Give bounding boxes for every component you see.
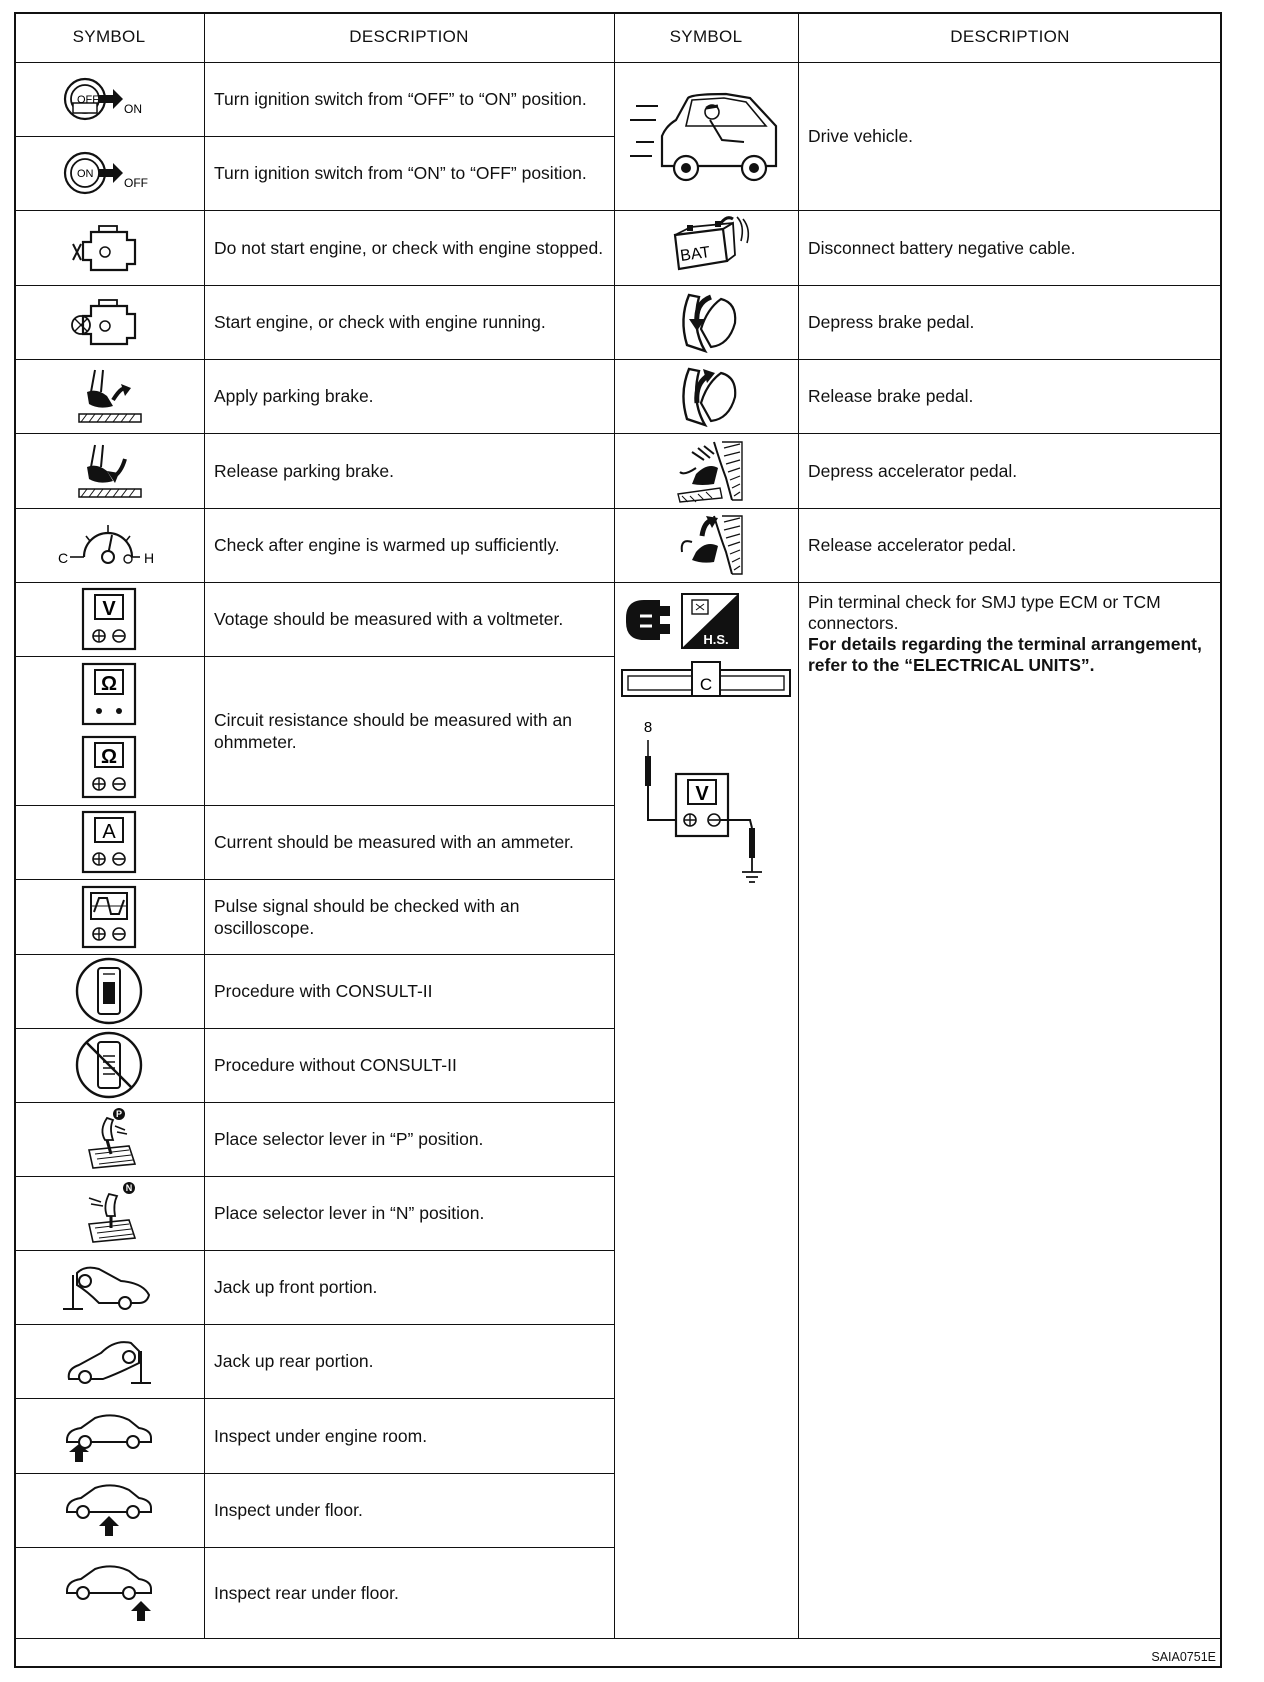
row-divider bbox=[614, 582, 1222, 583]
depress-accelerator-icon bbox=[614, 433, 798, 508]
description-cell: Procedure with CONSULT-II bbox=[214, 981, 433, 1001]
description-cell: Check after engine is warmed up sufficiently. bbox=[214, 535, 560, 555]
temperature-gauge-icon bbox=[14, 508, 204, 582]
description-cell: Inspect rear under floor. bbox=[214, 1582, 399, 1603]
header-symbol-right: SYMBOL bbox=[669, 27, 743, 46]
drive-vehicle-icon bbox=[614, 62, 798, 210]
description-cell: Release parking brake. bbox=[214, 460, 394, 481]
release-brake-pedal-icon bbox=[614, 359, 798, 433]
jack-up-front-icon bbox=[14, 1250, 204, 1324]
description-cell: Procedure without CONSULT-II bbox=[214, 1055, 457, 1075]
description-cell: Place selector lever in “N” position. bbox=[214, 1203, 485, 1223]
svg-text:A: A bbox=[102, 821, 116, 843]
pin-terminal-check-icon bbox=[614, 588, 798, 908]
engine-running-icon bbox=[14, 285, 204, 359]
svg-text:OFF: OFF bbox=[124, 176, 148, 190]
svg-text:ON: ON bbox=[124, 102, 142, 116]
description-cell: Inspect under floor. bbox=[214, 1500, 363, 1520]
jack-up-rear-icon bbox=[14, 1324, 204, 1398]
description-cell: Votage should be measured with a voltmeter. bbox=[214, 609, 564, 629]
pin-check-note: For details regarding the terminal arrangement, refer to the “ELECTRICAL UNITS”. bbox=[808, 634, 1202, 675]
ammeter-icon bbox=[14, 805, 204, 879]
svg-text:V: V bbox=[695, 783, 709, 805]
release-parking-brake-icon bbox=[14, 433, 204, 508]
description-cell bbox=[798, 588, 1222, 708]
description-cell: Drive vehicle. bbox=[808, 126, 914, 146]
description-cell: Do not start engine, or check with engine stopped. bbox=[214, 237, 604, 258]
svg-text:C: C bbox=[699, 675, 713, 694]
description-cell: Jack up front portion. bbox=[214, 1277, 378, 1297]
header-symbol-left: SYMBOL bbox=[72, 27, 146, 46]
inspect-under-floor-icon bbox=[14, 1473, 204, 1547]
header-description-right: DESCRIPTION bbox=[950, 27, 1070, 46]
description-cell: Depress brake pedal. bbox=[808, 312, 975, 332]
apply-parking-brake-icon bbox=[14, 359, 204, 433]
description-cell: Turn ignition switch from “OFF” to “ON” position. bbox=[214, 89, 587, 109]
svg-text:H: H bbox=[144, 550, 155, 566]
voltmeter-icon bbox=[14, 582, 204, 656]
description-cell: Start engine, or check with engine running. bbox=[214, 312, 546, 332]
description-cell: Jack up rear portion. bbox=[214, 1351, 374, 1371]
svg-text:8: 8 bbox=[643, 719, 653, 736]
selector-lever-n-icon bbox=[14, 1176, 204, 1250]
footer-divider bbox=[14, 1638, 1222, 1639]
svg-text:P: P bbox=[115, 1109, 123, 1119]
description-cell: Release accelerator pedal. bbox=[808, 535, 1017, 555]
ignition-off-to-on-icon bbox=[14, 62, 204, 136]
figure-code: SAIA0751E bbox=[1151, 1650, 1216, 1664]
description-cell: Circuit resistance should be measured with an ohmmeter. bbox=[214, 709, 572, 752]
svg-text:OFF: OFF bbox=[77, 94, 99, 106]
description-cell: Apply parking brake. bbox=[214, 386, 374, 406]
inspect-under-engine-room-icon bbox=[14, 1398, 204, 1473]
inspect-rear-under-floor-icon bbox=[14, 1547, 204, 1638]
ignition-on-to-off-icon bbox=[14, 136, 204, 210]
selector-lever-p-icon bbox=[14, 1102, 204, 1176]
pin-check-description: Pin terminal check for SMJ type ECM or TCM connectors. bbox=[808, 592, 1161, 633]
ohmmeter-icon bbox=[14, 656, 204, 805]
header-description-left: DESCRIPTION bbox=[349, 27, 469, 46]
svg-text:C: C bbox=[58, 550, 69, 566]
description-cell: Inspect under engine room. bbox=[214, 1425, 428, 1446]
svg-text:ON: ON bbox=[77, 168, 94, 180]
no-consult-ii-icon bbox=[14, 1028, 204, 1102]
description-cell: Current should be measured with an ammeter. bbox=[214, 832, 574, 852]
description-cell: Turn ignition switch from “ON” to “OFF” position. bbox=[214, 163, 587, 183]
svg-text:N: N bbox=[125, 1183, 133, 1193]
description-cell: Release brake pedal. bbox=[808, 386, 974, 406]
consult-ii-icon bbox=[14, 954, 204, 1028]
battery-disconnect-icon bbox=[614, 210, 798, 285]
description-cell: Pulse signal should be checked with an oscilloscope. bbox=[214, 895, 520, 938]
svg-text:Ω: Ω bbox=[100, 745, 118, 768]
engine-stopped-icon bbox=[14, 210, 204, 285]
oscilloscope-icon bbox=[14, 879, 204, 954]
svg-text:H.S.: H.S. bbox=[703, 632, 729, 647]
description-cell: Place selector lever in “P” position. bbox=[214, 1129, 484, 1149]
release-accelerator-icon bbox=[614, 508, 798, 582]
svg-text:BAT: BAT bbox=[679, 243, 712, 265]
description-cell: Depress accelerator pedal. bbox=[808, 460, 1018, 481]
depress-brake-pedal-icon bbox=[614, 285, 798, 359]
svg-text:Ω: Ω bbox=[100, 672, 118, 695]
svg-text:V: V bbox=[102, 598, 116, 620]
description-cell: Disconnect battery negative cable. bbox=[808, 237, 1076, 258]
